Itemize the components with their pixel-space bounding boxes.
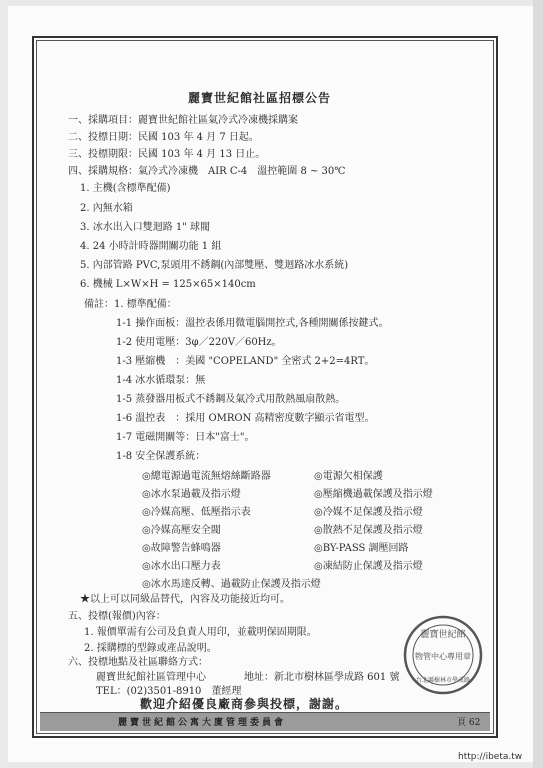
contact-org: 麗寶世紀館社區管理中心 [96, 672, 206, 683]
safety-right-6: ◎凍結防止保護及指示燈 [314, 561, 423, 572]
star-note: ★以上可以同級品替代，內容及功能接近均可。 [80, 594, 290, 605]
item-3: 三、投標期限：民國 103 年 4 月 13 日止。 [68, 149, 266, 160]
safety-right-1: ◎電源欠相保護 [314, 471, 383, 482]
closing-line: 歡迎介紹優良廠商參與投標，謝謝。 [140, 697, 349, 711]
note-1-4: 1-4 冰水循環泵：無 [116, 375, 206, 386]
svg-text:麗寶世紀館: 麗寶世紀館 [420, 630, 466, 640]
bid-item-1: 1. 報價單需有公司及負責人用印，並載明保固期限。 [84, 627, 317, 638]
spec-2: 2. 內無水箱 [80, 203, 133, 214]
spec-1: 1. 主機(含標準配備) [80, 183, 171, 194]
svg-text:物管中心專用章: 物管中心專用章 [415, 652, 471, 661]
watermark: http://ibeta.tw [458, 752, 523, 762]
note-1-2: 1-2 使用電壓：3φ／220V／60Hz。 [116, 337, 282, 348]
safety-left-7: ◎冰水馬達反轉、過載防止保護及指示燈 [142, 579, 321, 590]
page-number: 頁 62 [457, 718, 481, 728]
safety-left-2: ◎冰水泵過載及指示燈 [142, 489, 241, 500]
safety-left-3: ◎冷媒高壓、低壓指示表 [142, 507, 251, 518]
note-1-8: 1-8 安全保護系統： [116, 451, 206, 462]
note-title: 備註：1. 標準配備： [84, 299, 177, 310]
spec-3: 3. 冰水出入口雙迴路 1" 球閥 [80, 222, 211, 233]
bid-title: 五、投標(報價)內容： [68, 611, 166, 622]
safety-right-3: ◎冷媒不足保護及指示燈 [314, 507, 423, 518]
contact-address: 地址：新北市樹林區學成路 601 號 [244, 672, 400, 683]
note-1-1: 1-1 操作面板：溫控表係用微電腦開控式,各種開關係按鍵式。 [116, 318, 389, 329]
svg-text:台北縣樹林市學成路: 台北縣樹林市學成路 [415, 677, 471, 684]
contact-title: 六、投標地點及社區聯絡方式： [68, 657, 208, 668]
seal-stamp-icon [400, 612, 486, 698]
note-1-6: 1-6 溫控表 ：採用 OMRON 高精密度數字顯示省電型。 [116, 413, 375, 424]
footer-org: 麗寶世紀館公寓大廈管理委員會 [118, 718, 287, 728]
note-1-5: 1-5 蒸發器用板式不銹鋼及氣冷式用散熱風扇散熱。 [116, 394, 346, 405]
bid-item-2: 2. 採購標的型錄或產品說明。 [84, 643, 217, 654]
item-4: 四、採購規格：氣冷式冷凍機 AIR C-4 溫控範圍 8 ~ 30℃ [68, 166, 346, 177]
item-1: 一、採購項目：麗寶世紀館社區氣冷式冷凍機採購案 [68, 115, 298, 126]
safety-left-1: ◎總電源過電流無熔絲斷路器 [142, 471, 271, 482]
contact-phone: TEL：(02)3501-8910 董經理 [96, 686, 242, 697]
safety-left-6: ◎冰水出口壓力表 [142, 561, 221, 572]
spec-6: 6. 機械 L×W×H = 125×65×140cm [80, 279, 256, 290]
safety-right-2: ◎壓縮機過載保護及指示燈 [314, 489, 433, 500]
spec-5: 5. 內部管路 PVC,泵頭用不銹鋼(內部雙壓、雙迴路冰水系統) [80, 260, 349, 271]
note-1-7: 1-7 電磁開關等：日本"富士"。 [116, 432, 255, 443]
safety-left-4: ◎冷媒高壓安全閥 [142, 525, 221, 536]
document-title: 麗寶世紀館社區招標公告 [188, 91, 332, 105]
item-2: 二、投標日期：民國 103 年 4 月 7 日起。 [68, 132, 259, 143]
safety-left-5: ◎故障警告蜂鳴器 [142, 543, 221, 554]
spec-4: 4. 24 小時計時器開關功能 1 組 [80, 241, 222, 252]
safety-right-5: ◎BY-PASS 調壓回路 [314, 543, 409, 554]
safety-right-4: ◎散熱不足保護及指示燈 [314, 525, 423, 536]
scan-edge [533, 0, 543, 768]
note-1-3: 1-3 壓縮機 ：美國 "COPELAND" 全密式 2+2=4RT。 [116, 356, 375, 367]
